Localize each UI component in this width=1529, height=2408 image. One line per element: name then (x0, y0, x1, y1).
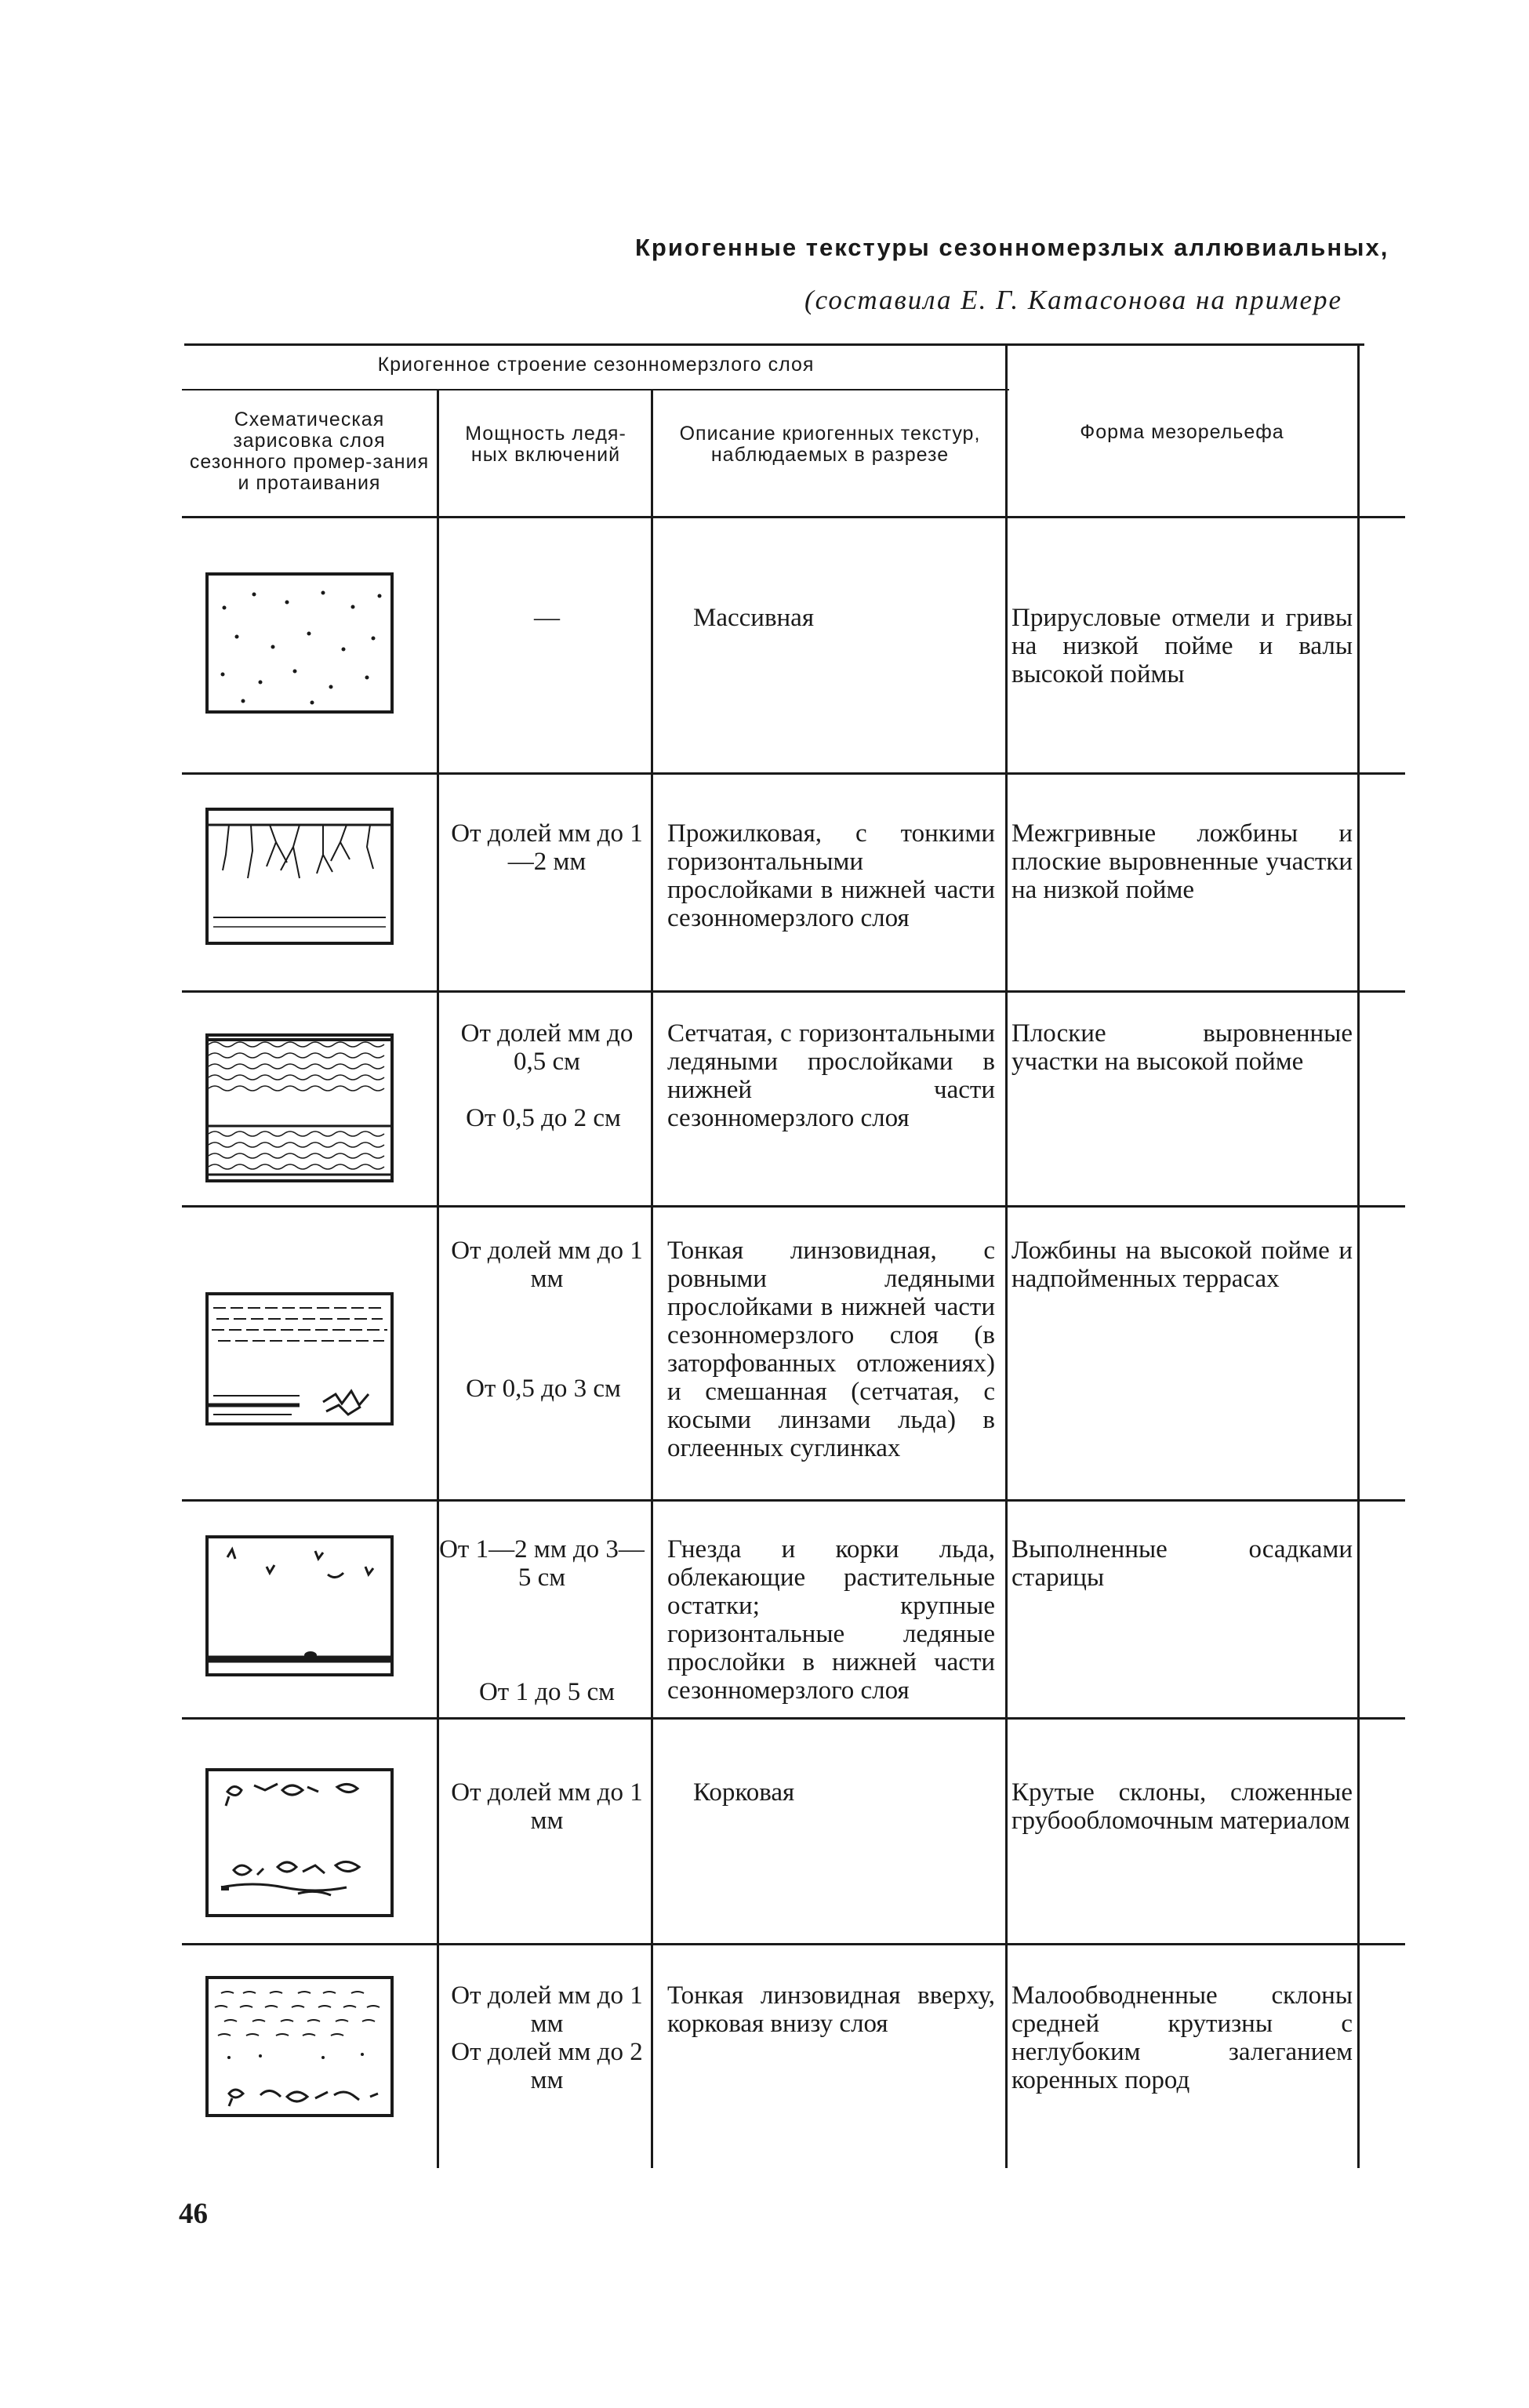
table-subtitle: (составила Е. Г. Катасонова на примере (804, 285, 1343, 315)
mesh-icon (205, 1033, 394, 1182)
lenses-icon (205, 1292, 394, 1426)
relief-cell: Плоские выровненные участки на высокой пойме (1011, 1019, 1353, 1076)
vrule-2 (651, 390, 653, 2168)
thickness-cell: От долей мм до 1 мм (451, 1237, 643, 1293)
thickness-cell: От долей мм до 1—2 мм (451, 819, 643, 876)
table-title: Криогенные текстуры сезонномерзлых аллювиальных, (635, 234, 1389, 261)
description-cell: Гнезда и корки льда, облекающие растительные остатки; крупные горизонтальные ледяные прослойки в нижней части сезонномерзлого слоя (667, 1535, 995, 1705)
page-number: 46 (179, 2198, 208, 2230)
column-header-description: Описание криогенных текстур, наблюдаемых в разрезе (679, 423, 981, 466)
column-header-thickness: Мощность ледя-ных включений (465, 423, 626, 466)
rule-header-bottom (182, 516, 1405, 518)
thickness-cell: От долей мм до 2 мм (451, 2038, 643, 2094)
vrule-4 (1357, 345, 1360, 2168)
thickness-cell: От 1 до 5 см (478, 1678, 616, 1706)
description-cell: Прожилковая, с тонкими горизонтальными прослойками в нижней части сезонномерзлого слоя (667, 819, 995, 932)
thickness-cell: От 0,5 до 2 см (466, 1104, 621, 1132)
relief-cell: Ложбины на высокой пойме и надпойменных террасах (1011, 1237, 1353, 1293)
vrule-1 (437, 390, 439, 2168)
description-cell: Сетчатая, с горизонтальными ледяными прослойками в нижней части сезонномерзлого слоя (667, 1019, 995, 1132)
description-cell: Массивная (693, 604, 815, 632)
nests-icon (205, 1535, 394, 1676)
relief-cell: Малообводненные склоны средней крутизны с неглубоким залеганием коренных пород (1011, 1981, 1353, 2094)
column-header-relief: Форма мезорельефа (1080, 421, 1284, 443)
description-cell: Тонкая линзовидная, с ровными ледяными прослойками в нижней части сезонномерзлого слоя (в заторфованных отложениях) и смешанная (сетчатая, с косыми линзами льда) в оглеенных суглинках (667, 1237, 995, 1462)
rule-row-6 (182, 1943, 1405, 1945)
rule-row-4 (182, 1499, 1405, 1502)
relief-cell: Крутые склоны, сложенные грубообломочным материалом (1011, 1778, 1353, 1835)
relief-cell: Выполненные осадками старицы (1011, 1535, 1353, 1592)
rule-top (184, 343, 1364, 346)
relief-cell: Прирусловые отмели и гривы на низкой пойме и валы высокой поймы (1011, 604, 1353, 688)
crust-icon (205, 1768, 394, 1917)
thickness-cell: От 0,5 до 3 см (466, 1375, 621, 1403)
dots-icon (205, 572, 394, 714)
thickness-cell: От долей мм до 0,5 см (460, 1019, 634, 1076)
thickness-cell: От 1—2 мм до 3—5 см (439, 1535, 645, 1592)
group-header: Криогенное строение сезонномерзлого слоя (377, 354, 815, 376)
relief-cell: Межгривные ложбины и плоские выровненные участки на низкой пойме (1011, 819, 1353, 904)
column-header-sketch: Схематическая зарисовка слоя сезонного промер-зания и протаивания (189, 409, 430, 494)
vrule-3 (1005, 345, 1008, 2168)
lens-crust-icon (205, 1976, 394, 2117)
thickness-cell: От долей мм до 1 мм (451, 1778, 643, 1835)
veins-icon (205, 808, 394, 945)
description-cell: Тонкая линзовидная вверху, корковая внизу слоя (667, 1981, 995, 2038)
thickness-cell: — (534, 604, 560, 632)
rule-row-3 (182, 1205, 1405, 1208)
rule-row-5 (182, 1717, 1405, 1720)
description-cell: Корковая (693, 1778, 795, 1807)
rule-group-header (182, 389, 1009, 390)
thickness-cell: От долей мм до 1 мм (451, 1981, 643, 2038)
rule-row-2 (182, 990, 1405, 993)
rule-row-1 (182, 772, 1405, 775)
